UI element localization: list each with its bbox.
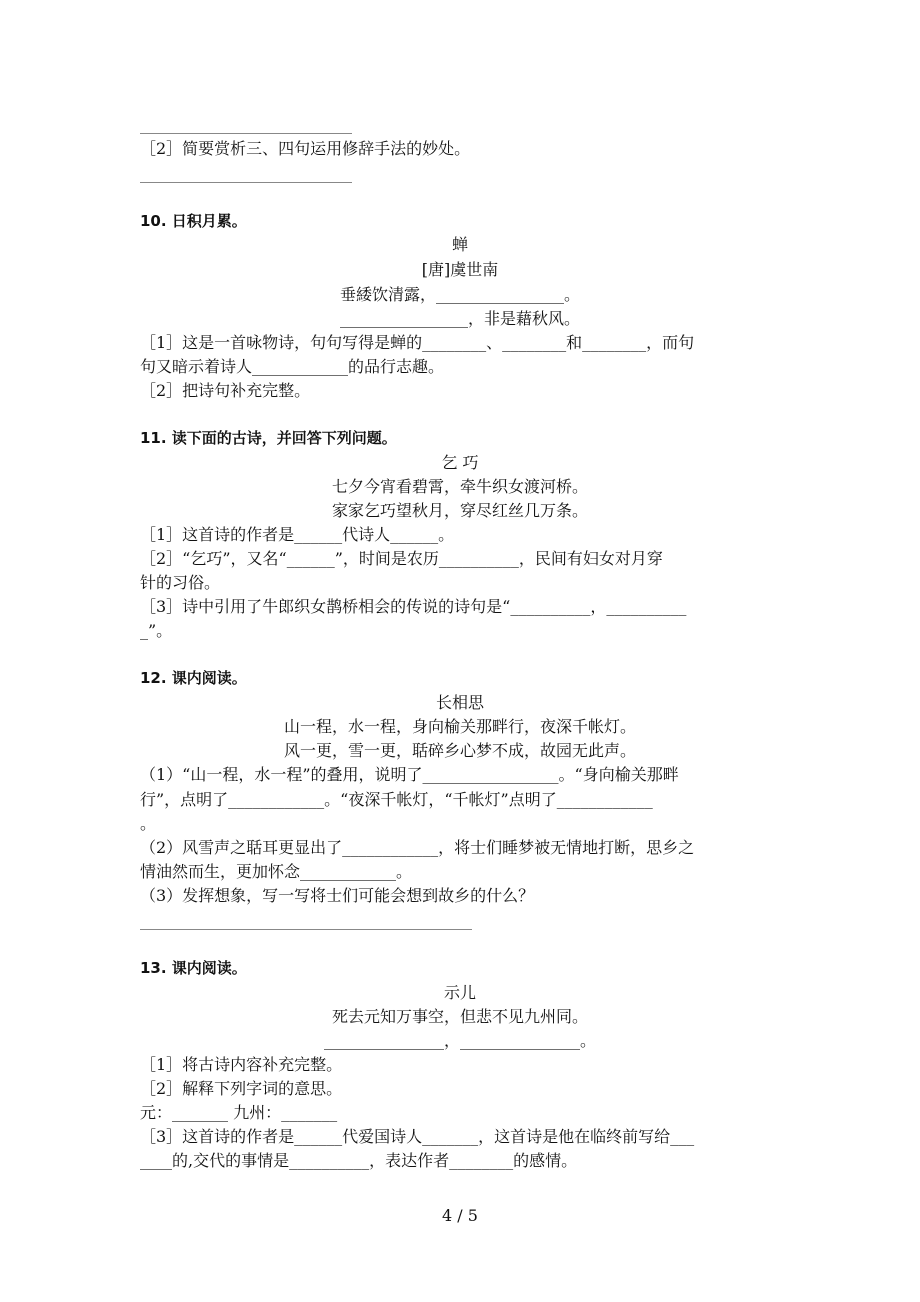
poem-author: [唐]虞世南 xyxy=(421,260,499,279)
question-12-item-1-cont: 行”，点明了____________。“夜深千帐灯，“千帐灯”点明了____________ xyxy=(140,790,653,809)
question-13-item-2: ［2］解释下列字词的意思。 xyxy=(140,1079,343,1098)
question-12-item-3: （3）发挥想象，写一写将士们可能会想到故乡的什么？ xyxy=(140,886,535,905)
poem-line-2: _______________，_______________。 xyxy=(323,1031,596,1050)
answer-line-12-3 xyxy=(140,929,472,930)
answer-line-9-2 xyxy=(140,182,352,183)
poem-line-2: ________________，非是藉秋风。 xyxy=(339,309,580,328)
question-13-item-1: ［1］将古诗内容补充完整。 xyxy=(140,1055,343,1074)
answer-line-top xyxy=(140,133,352,134)
question-12-item-1: （1）“山一程，水一程”的叠用，说明了_________________。“身向榆关那畔 xyxy=(140,765,679,784)
question-12-item-1-end: 。 xyxy=(140,814,157,833)
poem-line-1: 山一程，水一程，身向榆关那畔行，夜深千帐灯。 xyxy=(283,717,636,736)
question-13-item-3-cont: ____的,交代的事情是__________，表达作者________的感情。 xyxy=(140,1151,578,1170)
page-number: 4 / 5 xyxy=(442,1206,478,1225)
question-10-item-1-cont: 句又暗示着诗人____________的品行志趣。 xyxy=(140,357,445,376)
question-12-item-2-cont: 情油然而生，更加怀念____________。 xyxy=(140,862,413,881)
question-11-item-1: ［1］这首诗的作者是______代诗人______。 xyxy=(140,525,455,544)
poem-title: 乞 巧 xyxy=(441,453,479,472)
question-11-item-3-cont: _”。 xyxy=(140,621,173,640)
question-10-item-2: ［2］把诗句补充完整。 xyxy=(140,381,311,400)
question-11-item-2: ［2］“乞巧”，又名“______”，时间是农历__________，民间有妇女对月穿 xyxy=(140,549,663,568)
poem-title: 蝉 xyxy=(451,235,468,254)
poem-line-1: 垂緌饮清露，________________。 xyxy=(339,285,580,304)
poem-line-2: 风一更，雪一更，聒碎乡心梦不成，故园无此声。 xyxy=(283,741,636,760)
question-9-item-2: ［2］简要赏析三、四句运用修辞手法的妙处。 xyxy=(140,139,471,158)
question-11-item-2-cont: 针的习俗。 xyxy=(140,573,221,592)
question-13-word-definitions: 元：_______ 九州：_______ xyxy=(140,1103,338,1122)
poem-title: 长相思 xyxy=(435,693,484,712)
question-10-heading: 10. 日积月累。 xyxy=(140,212,247,230)
poem-line-1: 七夕今宵看碧霄，牵牛织女渡河桥。 xyxy=(331,477,588,496)
poem-title: 示儿 xyxy=(443,983,476,1002)
question-11-heading: 11. 读下面的古诗，并回答下列问题。 xyxy=(140,429,397,447)
question-13-item-3: ［3］这首诗的作者是______代爱国诗人_______，这首诗是他在临终前写给___ xyxy=(140,1127,695,1146)
question-12-item-2: （2）风雪声之聒耳更显出了____________，将士们睡梦被无情地打断，思乡之 xyxy=(140,838,695,857)
question-13-heading: 13. 课内阅读。 xyxy=(140,959,247,977)
question-12-heading: 12. 课内阅读。 xyxy=(140,669,247,687)
question-11-item-3: ［3］诗中引用了牛郎织女鹊桥相会的传说的诗句是“__________，__________ xyxy=(140,597,687,616)
question-10-item-1: ［1］这是一首咏物诗，句句写得是蝉的________、________和________，而句 xyxy=(140,333,695,352)
poem-line-1: 死去元知万事空，但悲不见九州同。 xyxy=(331,1007,588,1026)
poem-line-2: 家家乞巧望秋月，穿尽红丝几万条。 xyxy=(331,501,588,520)
